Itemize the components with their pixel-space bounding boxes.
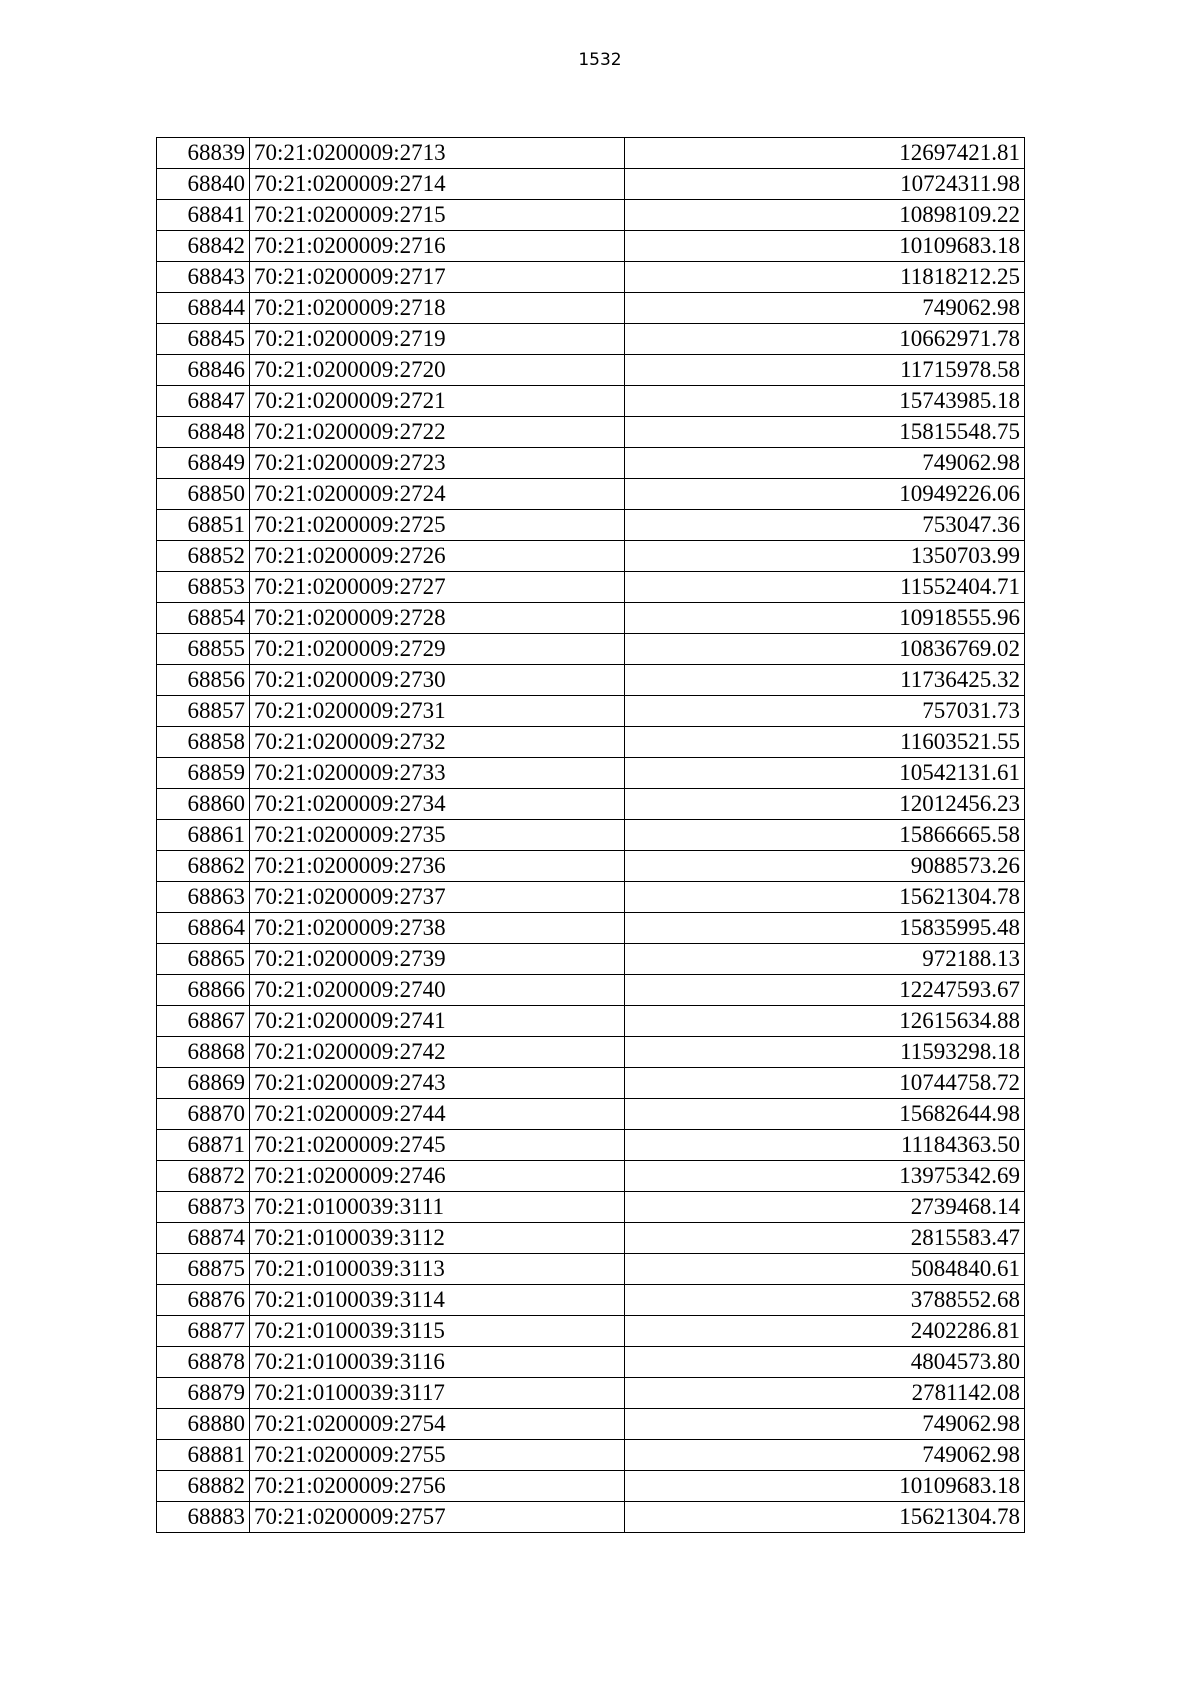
cadastral-number-cell: 70:21:0200009:2731: [250, 696, 625, 727]
value-cell: 2781142.08: [625, 1378, 1025, 1409]
table-row: [157, 603, 1025, 634]
value-cell: 15815548.75: [625, 417, 1025, 448]
value-cell: 10109683.18: [625, 1471, 1025, 1502]
table-row: [157, 1502, 1025, 1533]
row-number-cell: 68848: [157, 417, 250, 448]
value-cell: 5084840.61: [625, 1254, 1025, 1285]
cadastral-number-cell: 70:21:0200009:2714: [250, 169, 625, 200]
row-number-cell: 68871: [157, 1130, 250, 1161]
cadastral-number-cell: 70:21:0200009:2744: [250, 1099, 625, 1130]
cadastral-number-cell: 70:21:0200009:2721: [250, 386, 625, 417]
value-cell: 12615634.88: [625, 1006, 1025, 1037]
value-cell: 15682644.98: [625, 1099, 1025, 1130]
table-row: [157, 1068, 1025, 1099]
cadastral-number-cell: 70:21:0200009:2718: [250, 293, 625, 324]
value-cell: 10836769.02: [625, 634, 1025, 665]
cadastral-number-cell: 70:21:0200009:2716: [250, 231, 625, 262]
value-cell: 757031.73: [625, 696, 1025, 727]
value-cell: 10109683.18: [625, 231, 1025, 262]
value-cell: 753047.36: [625, 510, 1025, 541]
row-number-cell: 68841: [157, 200, 250, 231]
cadastral-number-cell: 70:21:0200009:2727: [250, 572, 625, 603]
table-row: [157, 1347, 1025, 1378]
cadastral-number-cell: 70:21:0200009:2755: [250, 1440, 625, 1471]
table-row: [157, 448, 1025, 479]
row-number-cell: 68868: [157, 1037, 250, 1068]
row-number-cell: 68861: [157, 820, 250, 851]
row-number-cell: 68857: [157, 696, 250, 727]
row-number-cell: 68865: [157, 944, 250, 975]
page-number: 1532: [578, 50, 622, 70]
cadastral-number-cell: 70:21:0100039:3115: [250, 1316, 625, 1347]
value-cell: 11593298.18: [625, 1037, 1025, 1068]
table-row: [157, 138, 1025, 169]
cadastral-number-cell: 70:21:0100039:3112: [250, 1223, 625, 1254]
row-number-cell: 68846: [157, 355, 250, 386]
value-cell: 11736425.32: [625, 665, 1025, 696]
value-cell: 15621304.78: [625, 1502, 1025, 1533]
table-row: [157, 1440, 1025, 1471]
table-row: [157, 417, 1025, 448]
row-number-cell: 68847: [157, 386, 250, 417]
row-number-cell: 68882: [157, 1471, 250, 1502]
value-cell: 10724311.98: [625, 169, 1025, 200]
table-row: [157, 169, 1025, 200]
cadastral-number-cell: 70:21:0200009:2745: [250, 1130, 625, 1161]
cadastral-number-cell: 70:21:0200009:2717: [250, 262, 625, 293]
value-cell: 11715978.58: [625, 355, 1025, 386]
value-cell: 11818212.25: [625, 262, 1025, 293]
row-number-cell: 68856: [157, 665, 250, 696]
cadastral-number-cell: 70:21:0200009:2738: [250, 913, 625, 944]
cadastral-number-cell: 70:21:0100039:3117: [250, 1378, 625, 1409]
cadastral-number-cell: 70:21:0200009:2754: [250, 1409, 625, 1440]
row-number-cell: 68869: [157, 1068, 250, 1099]
value-cell: 10744758.72: [625, 1068, 1025, 1099]
cadastral-number-cell: 70:21:0200009:2735: [250, 820, 625, 851]
value-cell: 13975342.69: [625, 1161, 1025, 1192]
cadastral-number-cell: 70:21:0200009:2713: [250, 138, 625, 169]
row-number-cell: 68880: [157, 1409, 250, 1440]
row-number-cell: 68850: [157, 479, 250, 510]
cadastral-number-cell: 70:21:0200009:2725: [250, 510, 625, 541]
table-row: [157, 1285, 1025, 1316]
row-number-cell: 68849: [157, 448, 250, 479]
row-number-cell: 68876: [157, 1285, 250, 1316]
cadastral-number-cell: 70:21:0200009:2741: [250, 1006, 625, 1037]
value-cell: 15621304.78: [625, 882, 1025, 913]
row-number-cell: 68842: [157, 231, 250, 262]
cadastral-number-cell: 70:21:0200009:2756: [250, 1471, 625, 1502]
value-cell: 2739468.14: [625, 1192, 1025, 1223]
table-row: [157, 1254, 1025, 1285]
table-row: [157, 944, 1025, 975]
row-number-cell: 68860: [157, 789, 250, 820]
row-number-cell: 68844: [157, 293, 250, 324]
table-row: [157, 479, 1025, 510]
table-row: [157, 634, 1025, 665]
table-row: [157, 975, 1025, 1006]
row-number-cell: 68852: [157, 541, 250, 572]
cadastral-number-cell: 70:21:0100039:3111: [250, 1192, 625, 1223]
value-cell: 11184363.50: [625, 1130, 1025, 1161]
row-number-cell: 68859: [157, 758, 250, 789]
table-row: [157, 727, 1025, 758]
cadastral-number-cell: 70:21:0200009:2720: [250, 355, 625, 386]
table-row: [157, 1192, 1025, 1223]
table-row: [157, 1378, 1025, 1409]
table-row: [157, 665, 1025, 696]
cadastral-number-cell: 70:21:0200009:2729: [250, 634, 625, 665]
table-row: [157, 200, 1025, 231]
table-row: [157, 1037, 1025, 1068]
table-row: [157, 851, 1025, 882]
cadastral-number-cell: 70:21:0200009:2722: [250, 417, 625, 448]
value-cell: 11603521.55: [625, 727, 1025, 758]
cadastral-number-cell: 70:21:0200009:2715: [250, 200, 625, 231]
cadastral-number-cell: 70:21:0200009:2736: [250, 851, 625, 882]
cadastral-number-cell: 70:21:0200009:2723: [250, 448, 625, 479]
cadastral-number-cell: 70:21:0200009:2728: [250, 603, 625, 634]
cadastral-number-cell: 70:21:0200009:2740: [250, 975, 625, 1006]
table-row: [157, 758, 1025, 789]
row-number-cell: 68877: [157, 1316, 250, 1347]
value-cell: 9088573.26: [625, 851, 1025, 882]
row-number-cell: 68845: [157, 324, 250, 355]
value-cell: 749062.98: [625, 1440, 1025, 1471]
row-number-cell: 68855: [157, 634, 250, 665]
cadastral-number-cell: 70:21:0200009:2739: [250, 944, 625, 975]
cadastral-number-cell: 70:21:0200009:2724: [250, 479, 625, 510]
cadastral-number-cell: 70:21:0200009:2726: [250, 541, 625, 572]
table-row: [157, 231, 1025, 262]
cadastral-number-cell: 70:21:0100039:3113: [250, 1254, 625, 1285]
value-cell: 15866665.58: [625, 820, 1025, 851]
row-number-cell: 68851: [157, 510, 250, 541]
table-row: [157, 386, 1025, 417]
table-row: [157, 1223, 1025, 1254]
row-number-cell: 68843: [157, 262, 250, 293]
table-row: [157, 324, 1025, 355]
row-number-cell: 68854: [157, 603, 250, 634]
value-cell: 10662971.78: [625, 324, 1025, 355]
value-cell: 11552404.71: [625, 572, 1025, 603]
value-cell: 2815583.47: [625, 1223, 1025, 1254]
value-cell: 749062.98: [625, 1409, 1025, 1440]
table-row: [157, 541, 1025, 572]
table-row: [157, 820, 1025, 851]
table-row: [157, 1130, 1025, 1161]
cadastral-number-cell: 70:21:0100039:3116: [250, 1347, 625, 1378]
cadastral-number-cell: 70:21:0200009:2757: [250, 1502, 625, 1533]
value-cell: 10898109.22: [625, 200, 1025, 231]
row-number-cell: 68881: [157, 1440, 250, 1471]
value-cell: 749062.98: [625, 448, 1025, 479]
data-table: [156, 137, 1025, 1533]
table-row: [157, 293, 1025, 324]
cadastral-number-cell: 70:21:0200009:2719: [250, 324, 625, 355]
cadastral-number-cell: 70:21:0200009:2743: [250, 1068, 625, 1099]
value-cell: 4804573.80: [625, 1347, 1025, 1378]
row-number-cell: 68874: [157, 1223, 250, 1254]
table-row: [157, 1161, 1025, 1192]
cadastral-number-cell: 70:21:0200009:2742: [250, 1037, 625, 1068]
table-row: [157, 1316, 1025, 1347]
row-number-cell: 68864: [157, 913, 250, 944]
table-row: [157, 696, 1025, 727]
table-row: [157, 1006, 1025, 1037]
row-number-cell: 68875: [157, 1254, 250, 1285]
row-number-cell: 68872: [157, 1161, 250, 1192]
value-cell: 10949226.06: [625, 479, 1025, 510]
row-number-cell: 68862: [157, 851, 250, 882]
value-cell: 749062.98: [625, 293, 1025, 324]
cadastral-number-cell: 70:21:0200009:2734: [250, 789, 625, 820]
value-cell: 12697421.81: [625, 138, 1025, 169]
value-cell: 12012456.23: [625, 789, 1025, 820]
cadastral-number-cell: 70:21:0200009:2746: [250, 1161, 625, 1192]
row-number-cell: 68866: [157, 975, 250, 1006]
value-cell: 12247593.67: [625, 975, 1025, 1006]
table-row: [157, 1471, 1025, 1502]
cadastral-number-cell: 70:21:0200009:2733: [250, 758, 625, 789]
cadastral-number-cell: 70:21:0200009:2730: [250, 665, 625, 696]
row-number-cell: 68858: [157, 727, 250, 758]
cadastral-number-cell: 70:21:0200009:2732: [250, 727, 625, 758]
table-row: [157, 510, 1025, 541]
table-row: [157, 789, 1025, 820]
table-row: [157, 882, 1025, 913]
table-row: [157, 572, 1025, 603]
row-number-cell: 68878: [157, 1347, 250, 1378]
value-cell: 3788552.68: [625, 1285, 1025, 1316]
cadastral-number-cell: 70:21:0200009:2737: [250, 882, 625, 913]
value-cell: 2402286.81: [625, 1316, 1025, 1347]
table-row: [157, 1409, 1025, 1440]
value-cell: 15743985.18: [625, 386, 1025, 417]
table-body: [157, 138, 1025, 1533]
row-number-cell: 68863: [157, 882, 250, 913]
row-number-cell: 68840: [157, 169, 250, 200]
cadastral-number-cell: 70:21:0100039:3114: [250, 1285, 625, 1316]
value-cell: 15835995.48: [625, 913, 1025, 944]
row-number-cell: 68873: [157, 1192, 250, 1223]
value-cell: 10542131.61: [625, 758, 1025, 789]
table-row: [157, 262, 1025, 293]
row-number-cell: 68853: [157, 572, 250, 603]
row-number-cell: 68879: [157, 1378, 250, 1409]
value-cell: 1350703.99: [625, 541, 1025, 572]
table-row: [157, 355, 1025, 386]
value-cell: 972188.13: [625, 944, 1025, 975]
row-number-cell: 68839: [157, 138, 250, 169]
table-row: [157, 1099, 1025, 1130]
row-number-cell: 68867: [157, 1006, 250, 1037]
value-cell: 10918555.96: [625, 603, 1025, 634]
row-number-cell: 68883: [157, 1502, 250, 1533]
row-number-cell: 68870: [157, 1099, 250, 1130]
table-row: [157, 913, 1025, 944]
